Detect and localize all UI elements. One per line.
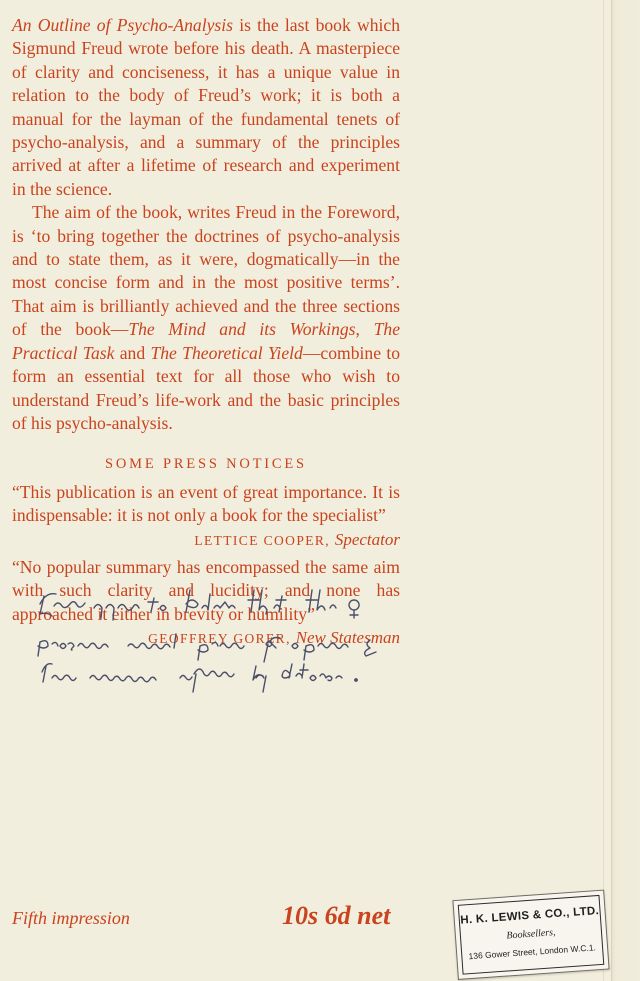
bookseller-subtitle: Booksellers,	[506, 927, 556, 942]
publication-name: Spectator	[334, 529, 400, 549]
bookseller-label	[452, 890, 609, 980]
press-attribution-1	[12, 528, 400, 552]
blurb-paragraph-1	[12, 14, 400, 201]
publication-name: New Statesman	[295, 628, 400, 648]
handwritten-annotation	[30, 578, 410, 698]
critic-name: GEOFFREY GORER,	[148, 631, 296, 647]
section-title-1: The Mind and its Workings	[128, 319, 356, 340]
blurb-paragraph-1-body: is the last book which Sigmund Freud wrote before his death. A masterpiece of clarity and conciseness, it has a unique value in relation to the body of Freud’s work; it is both a manual for the layman of the fundamental tenets of psycho-analysis, and a summary of the principles arrived at after a lifetime of research and experiment in the science.	[12, 15, 400, 199]
blurb-paragraph-2	[12, 201, 400, 435]
press-quote-2: “No popular summary has encompassed the same aim with such clarity and lucidity; and none has approached it either in brevity or humility”	[12, 556, 400, 624]
press-quote-1: “This publication is an event of great importance. It is indispensable: it is not only a book for the specialist”	[12, 481, 400, 526]
conjunction: and	[114, 342, 151, 363]
blurb-paragraph-2-end: —combine to form an essential text for all those who wish to understand Freud’s life-work and the basic principles of his psycho-analysis.	[12, 342, 401, 433]
bookseller-name: H. K. LEWIS & CO., LTD.	[459, 905, 600, 927]
spine-fold	[611, 0, 640, 981]
section-title-2: The Practical Task	[12, 319, 401, 363]
press-notices-heading: SOME PRESS NOTICES	[105, 456, 307, 473]
separator: ,	[355, 319, 374, 340]
blurb-text-column	[12, 14, 400, 655]
impression-note: Fifth impression	[12, 908, 130, 928]
critic-name: LETTICE COOPER,	[194, 532, 335, 548]
bookseller-address: 136 Gower Street, London W.C.1.	[468, 942, 597, 962]
fold-line	[603, 0, 604, 981]
section-title-3: The Theoretical Yield	[150, 342, 303, 363]
blurb-paragraph-2-intro: The aim of the book, writes Freud in the Foreword, is ‘to bring together the doctrines of psycho-analysis and to state them, as it were, dogmatically—in the most concise form and in the most positive terms’. That aim is brilliantly achieved and the three sections of the book—	[12, 202, 400, 340]
price: 10s 6d net	[282, 901, 391, 930]
book-title: An Outline of Psycho-Analysis	[12, 15, 233, 35]
